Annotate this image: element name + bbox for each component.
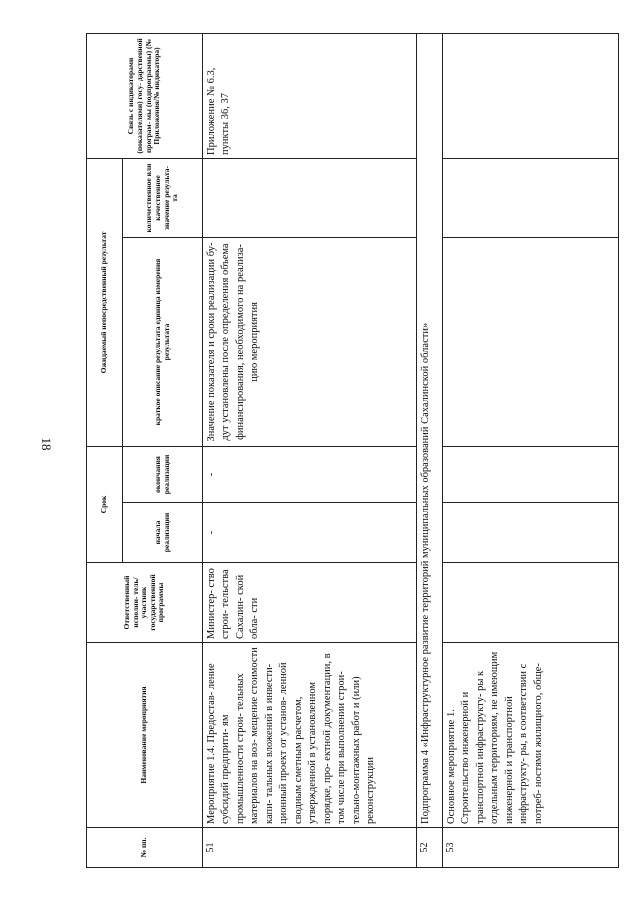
subprogram-title: Подпрограмма 4 «Инфраструктурное развитие территорий муниципальных образований Сахалинской области» — [417, 33, 443, 827]
row-number: 53 — [443, 828, 619, 868]
indicator-link — [443, 33, 619, 158]
header-row — [87, 33, 123, 867]
header-term-end: окончания реализации — [123, 446, 203, 502]
page-number: 18 — [39, 437, 54, 451]
header-term-start: начала реализации — [123, 503, 203, 563]
document-table-wrapper — [86, 34, 618, 868]
header-link: Связь с индикаторами (показателями) госу- дарственной програм- мы (подпрограммы) (№ Приложения/№ индикатора) — [87, 33, 203, 158]
responsible-executor — [443, 563, 619, 643]
row-number: 51 — [203, 828, 417, 868]
measure-name: Основное мероприятие 1. Строительство инженерной и транспортной инфраструкту- ры к отдельным территориям, не имеющим инженерной и транспортной инфраструкту- ры, в соответствии с потреб- ностями жилищного, обще- — [443, 643, 619, 828]
header-result: Ожидаемый непосредственный результат — [87, 158, 123, 446]
term-start — [443, 503, 619, 563]
term-end: - — [203, 446, 417, 502]
header-responsible: Ответственный исполни- тель/участник государственной программы — [87, 563, 203, 643]
header-result-short: краткое описание результата единица измерения результата — [123, 237, 203, 446]
subprogram-row — [417, 33, 443, 867]
result-description — [443, 237, 619, 446]
measures-table — [86, 33, 619, 868]
table-row — [203, 33, 417, 867]
result-value — [203, 158, 417, 237]
header-name: Наименование мероприятия — [87, 643, 203, 828]
responsible-executor: Министер- ство строи- тельства Сахалин- ской обла- сти — [203, 563, 417, 643]
term-end — [443, 446, 619, 502]
table-row — [443, 33, 619, 867]
indicator-link: Приложение № 6.3, пункты 36, 37 — [203, 33, 417, 158]
measure-name: Мероприятие 1.4. Предостав- ление субсидий предприти- ям промышленности строи- тельных материалов на воз- мещение стоимости капи- тальных вложений в инвести- ционный проект от установ- ленной сводным сметным расчетом, утвержденной в установленном порядке, про- ектной документации, в том числе при выполнении строи- тельно-монтажных работ и (или) реконструкции — [203, 643, 417, 828]
result-value — [443, 158, 619, 237]
header-term: Срок — [87, 446, 123, 562]
term-start: - — [203, 503, 417, 563]
result-description: Значение показателя и сроки реализации бу- дут установлены после определения объема финансирования, необходимого на реализа- цию мероприятия — [203, 237, 417, 446]
header-num: № пп. — [87, 828, 203, 868]
row-number: 52 — [417, 828, 443, 868]
header-result-value: количественное или качественное значение результа- та — [123, 158, 203, 237]
